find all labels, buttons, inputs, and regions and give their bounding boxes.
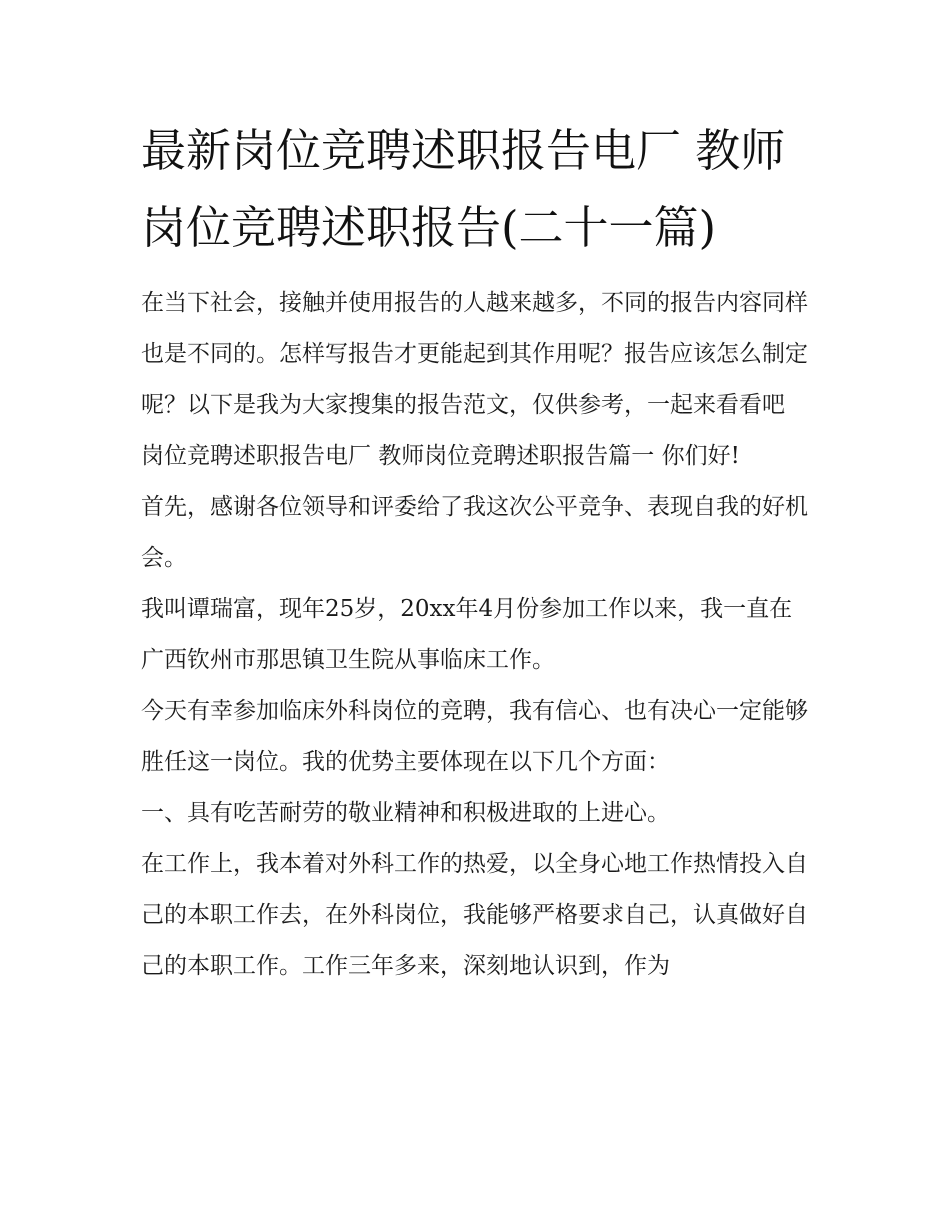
paragraph-point-one: 一、具有吃苦耐劳的敬业精神和积极进取的上进心。 bbox=[141, 800, 670, 826]
paragraph-confidence: 今天有幸参加临床外科岗位的竞聘，我有信心、也有决心一定能够胜任这一岗位。我的优势主要体现在以下几个方面： bbox=[141, 698, 808, 775]
paragraph-thanks: 首先，感谢各位领导和评委给了我这次公平竞争、表现自我的好机会。 bbox=[141, 494, 808, 571]
document-content bbox=[141, 112, 813, 992]
paragraph-work-attitude: 在工作上，我本着对外科工作的热爱，以全身心地工作热情投入自己的本职工作去，在外科岗位，我能够严格要求自己，认真做好自己的本职工作。工作三年多来，深刻地认识到，作为 bbox=[141, 851, 808, 979]
paragraph-heading-part-one: 岗位竞聘述职报告电厂 教师岗位竞聘述职报告篇一 你们好! bbox=[141, 443, 740, 469]
paragraph-self-introduction: 我叫谭瑞富，现年25岁，20xx年4月份参加工作以来，我一直在广西钦州市那思镇卫生院从事临床工作。 bbox=[141, 596, 793, 673]
document-title: 最新岗位竞聘述职报告电厂 教师岗位竞聘述职报告(二十一篇) bbox=[141, 124, 786, 254]
paragraph-intro: 在当下社会，接触并使用报告的人越来越多，不同的报告内容同样也是不同的。怎样写报告才更能起到其作用呢？报告应该怎么制定呢？以下是我为大家搜集的报告范文，仅供参考，一起来看看吧 bbox=[141, 290, 808, 418]
document-body bbox=[141, 278, 813, 992]
